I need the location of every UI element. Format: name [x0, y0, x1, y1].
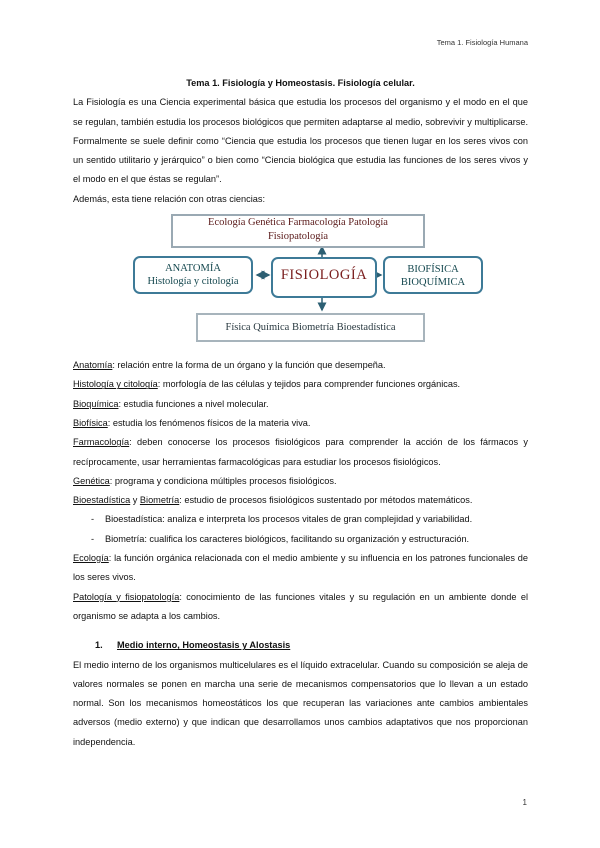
term: Farmacología [73, 437, 130, 448]
definition-text: : programa y condiciona múltiples procesos fisiológicos. [109, 475, 337, 486]
term: Bioquímica [73, 398, 119, 409]
term: Biometría [139, 495, 180, 506]
bullet-list [73, 510, 528, 549]
box-basic-sciences: Física Química Biometría Bioestadística [196, 313, 425, 342]
section-paragraph: El medio interno de los organismos multicelulares es el líquido extracelular. Cuando su composición se aleja de valores normales se ponen en marcha una serie de mecanismos compensatorios que lo llevan a un estado normal. Son los mecanismos homeostáticos los que recuperan las variaciones ante cambios ambientales adversos (medio externo) y que indican que desarrollamos unos cambios adaptativos que nos proporcionan independencia. [73, 659, 528, 747]
relations-diagram [73, 214, 528, 350]
term: Biofísica [73, 417, 108, 428]
definition-histology [73, 375, 528, 394]
box-related-sciences [171, 214, 425, 248]
section-title: Medio interno, Homeostasis y Alostasis [117, 640, 291, 651]
definition-pharmacology [73, 433, 528, 472]
page-content [73, 74, 528, 752]
definition-text: : conocimiento de las funciones vitales y su regulación en un ambiente donde el organismo se adapta a los cambios. [73, 591, 528, 621]
bullet-item: - Bioestadística: analiza e interpreta los procesos vitales de gran complejidad y variabilidad. [105, 510, 528, 529]
term: Anatomía [73, 360, 113, 371]
definition-text: : relación entre la forma de un órgano y la función que desempeña. [112, 360, 386, 371]
running-header: Tema 1. Fisiología Humana [436, 38, 528, 47]
box-top-line2: Fisiopatología [267, 231, 329, 243]
term: Genética [73, 475, 110, 486]
definition-text: : la función orgánica relacionada con el medio ambiente y su influencia en los patrones funcionales de los seres vivos. [73, 553, 528, 583]
intro-paragraph-3: Además, esta tiene relación con otras ciencias: [73, 193, 266, 204]
definition-pathology [73, 588, 528, 627]
intro-paragraph-2: Formalmente se suele definir como “Ciencia que estudia los procesos que tienen lugar en los seres vivos con un sentido utilitario y jerárquico” o bien como “Ciencia biológica que estudia las funciones de los seres vivos y el modo en el que éstas se regulan”. [73, 135, 528, 185]
box-anatomy [133, 256, 253, 294]
section-number: 1. [95, 640, 103, 651]
intro-paragraph-1: La Fisiología es una Ciencia experimental básica que estudia los procesos del organismo y el modo en el que se regulan, también estudia los procesos biológicos que permiten adaptarse al medio, sobrevivir y multiplicarse. [73, 97, 529, 127]
definition-biostatistics [73, 491, 528, 510]
term: Patología y fisiopatología [73, 591, 180, 602]
box-right-line2: BIOQUÍMICA [400, 277, 466, 289]
page-number: 1 [522, 798, 527, 807]
term: Ecología [73, 553, 109, 564]
joiner: y [130, 495, 140, 506]
definition-text: : estudio de procesos fisiológicos sustentado por métodos matemáticos. [179, 495, 473, 506]
term: Histología y citología [73, 379, 158, 390]
definition-biochemistry [73, 395, 528, 414]
box-right-line1: BIOFÍSICA [407, 264, 459, 276]
definition-text: : estudia los fenómenos físicos de la materia viva. [107, 417, 311, 428]
box-top-line1: Ecología Genética Farmacología Patología [208, 217, 388, 229]
box-left-line1: ANATOMÍA [165, 263, 221, 275]
document-title: Tema 1. Fisiología y Homeostasis. Fisiología celular. [186, 78, 415, 88]
definition-text: : morfología de las células y tejidos para comprender funciones orgánicas. [157, 379, 461, 390]
box-left-line2: Histología y citología [147, 276, 239, 288]
definition-biophysics [73, 414, 528, 433]
definition-anatomy [73, 356, 528, 375]
section-heading [73, 636, 528, 655]
box-physiology: FISIOLOGÍA [271, 257, 377, 298]
term: Bioestadística [73, 495, 131, 506]
definition-text: : deben conocerse los procesos fisiológicos para comprender la acción de los fármacos y recíprocamente, usar herramientas farmacológicas para estudiar los procesos fisiológicos. [73, 437, 528, 467]
box-biophysics [383, 256, 483, 294]
bullet-item: - Biometría: cualifica los caracteres biológicos, facilitando su organización y estructuración. [105, 530, 528, 549]
definition-ecology [73, 549, 528, 588]
definition-text: : estudia funciones a nivel molecular. [118, 398, 269, 409]
definition-genetics [73, 472, 528, 491]
